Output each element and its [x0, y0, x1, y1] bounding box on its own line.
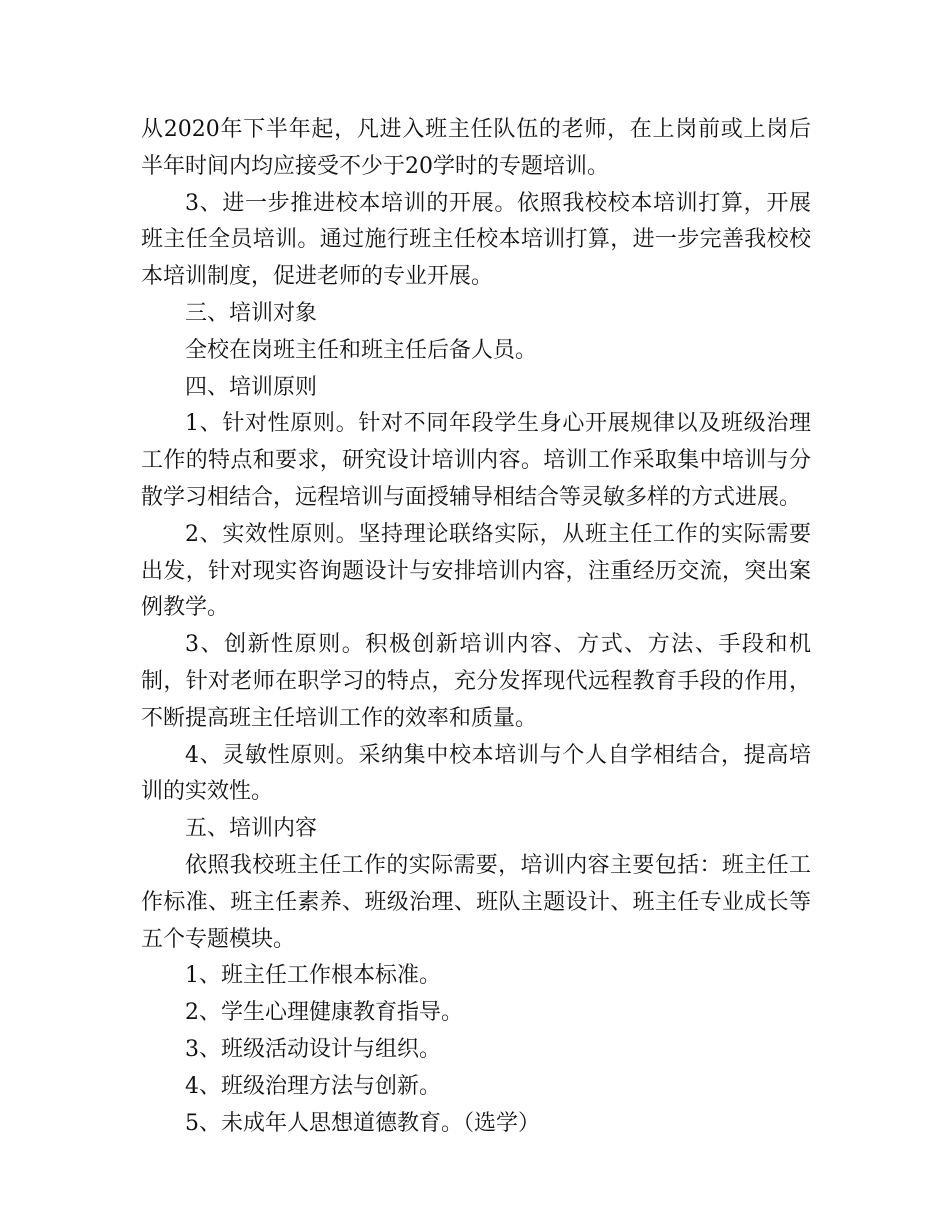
heading-training-content: 五、培训内容: [185, 816, 318, 842]
list-item: 5、未成年人思想道德教育。（选学）: [185, 1110, 540, 1136]
heading-training-principles: 四、培训原则: [185, 374, 318, 400]
paragraph-principle-flexible: 4、灵敏性原则。采纳集中校本培训与个人自学相结合，提高培训的实效性。: [141, 742, 811, 805]
paragraph-principle-targeted: 1、针对性原则。针对不同年段学生身心开展规律以及班级治理工作的特点和要求，研究设计培训内容。培训工作采取集中培训与分散学习相结合，远程培训与面授辅导相结合等灵敏多样的方式进展。: [141, 411, 811, 510]
list-item: 3、班级活动设计与组织。: [185, 1036, 441, 1062]
list-item: 2、学生心理健康教育指导。: [185, 1000, 463, 1026]
paragraph-school-training: 3、进一步推进校本培训的开展。依照我校校本培训打算，开展班主任全员培训。通过施行班主任校本培训打算，进一步完善我校校本培训制度，促进老师的专业开展。: [141, 190, 811, 290]
list-item: 4、班级治理方法与创新。: [185, 1073, 441, 1099]
paragraph-principle-effective: 2、实效性原则。坚持理论联络实际，从班主任工作的实际需要出发，针对现实咨询题设计与安排培训内容，注重经历交流，突出案例教学。: [141, 521, 811, 621]
paragraph-training-content: 依照我校班主任工作的实际需要，培训内容主要包括：班主任工作标准、班主任素养、班级治理、班队主题设计、班主任专业成长等五个专题模块。: [141, 852, 811, 952]
list-item: 1、班主任工作根本标准。: [185, 963, 441, 989]
paragraph-training-target: 全校在岗班主任和班主任后备人员。: [185, 337, 538, 363]
paragraph-principle-innovative: 3、创新性原则。积极创新培训内容、方式、方法、手段和机制，针对老师在职学习的特点，充分发挥现代远程教育手段的作用，不断提高班主任培训工作的效率和质量。: [141, 632, 811, 731]
document-body: [141, 112, 811, 1142]
heading-training-target: 三、培训对象: [185, 300, 318, 326]
paragraph-continuation: 从2020年下半年起，凡进入班主任队伍的老师，在上岗前或上岗后半年时间内均应接受不少于20学时的专题培训。: [141, 117, 811, 179]
